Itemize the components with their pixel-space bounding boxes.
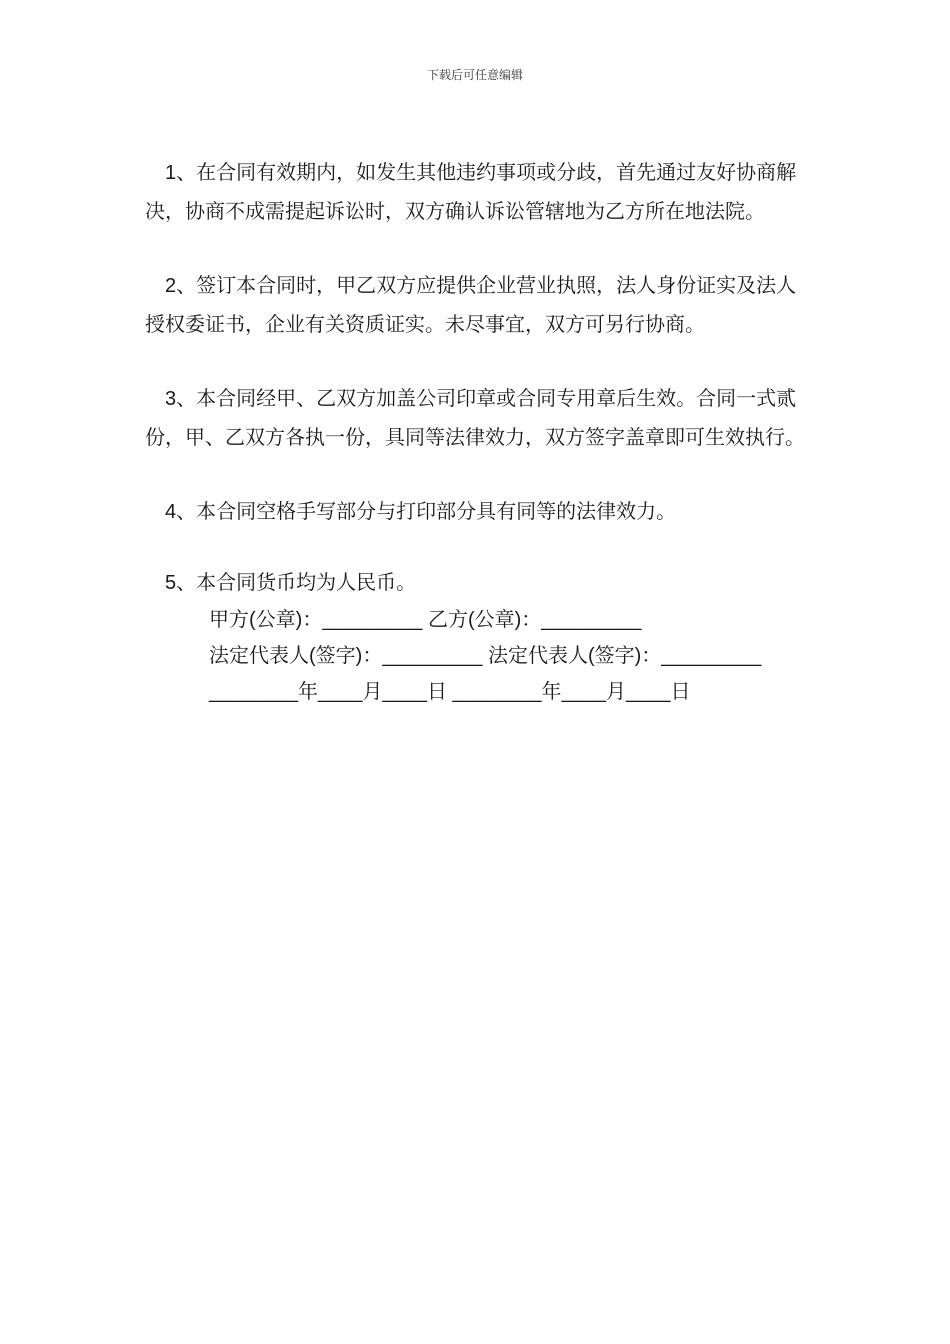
clause-3 <box>145 379 810 456</box>
clause-4 <box>145 492 810 531</box>
clause-1 <box>145 153 810 230</box>
clause-5 <box>145 563 810 602</box>
clause-text: 、本合同空格手写部分与打印部分具有同等的法律效力。 <box>176 499 677 523</box>
clause-text: 、签订本合同时，甲乙双方应提供企业营业执照，法人身份证实及法人授权委证书，企业有关资质证实。未尽事宜，双方可另行协商。 <box>145 273 797 336</box>
clause-text: 、本合同货币均为人民币。 <box>176 570 417 594</box>
clause-text: 、在合同有效期内，如发生其他违约事项或分歧，首先通过友好协商解决，协商不成需提起诉讼时，双方确认诉讼管辖地为乙方所在地法院。 <box>145 160 797 223</box>
clause-text: 、本合同经甲、乙双方加盖公司印章或合同专用章后生效。合同一式贰份，甲、乙双方各执一份，具同等法律效力，双方签字盖章即可生效执行。 <box>145 386 805 449</box>
clause-number: 3 <box>165 388 177 410</box>
clause-number: 1 <box>165 162 177 184</box>
contract-body <box>145 153 810 710</box>
clause-number: 5 <box>165 572 177 594</box>
representative-line: 法定代表人(签字)：_________ 法定代表人(签字)：_________ <box>209 645 762 667</box>
header-note: 下载后可任意编辑 <box>426 68 523 82</box>
date-line: ________年____月____日 ________年____月____日 <box>209 681 691 703</box>
signature-block <box>145 602 810 710</box>
seal-line: 甲方(公章)：_________ 乙方(公章)：_________ <box>209 609 642 631</box>
clause-2 <box>145 266 810 343</box>
clause-number: 2 <box>165 275 177 297</box>
clause-number: 4 <box>165 501 177 523</box>
